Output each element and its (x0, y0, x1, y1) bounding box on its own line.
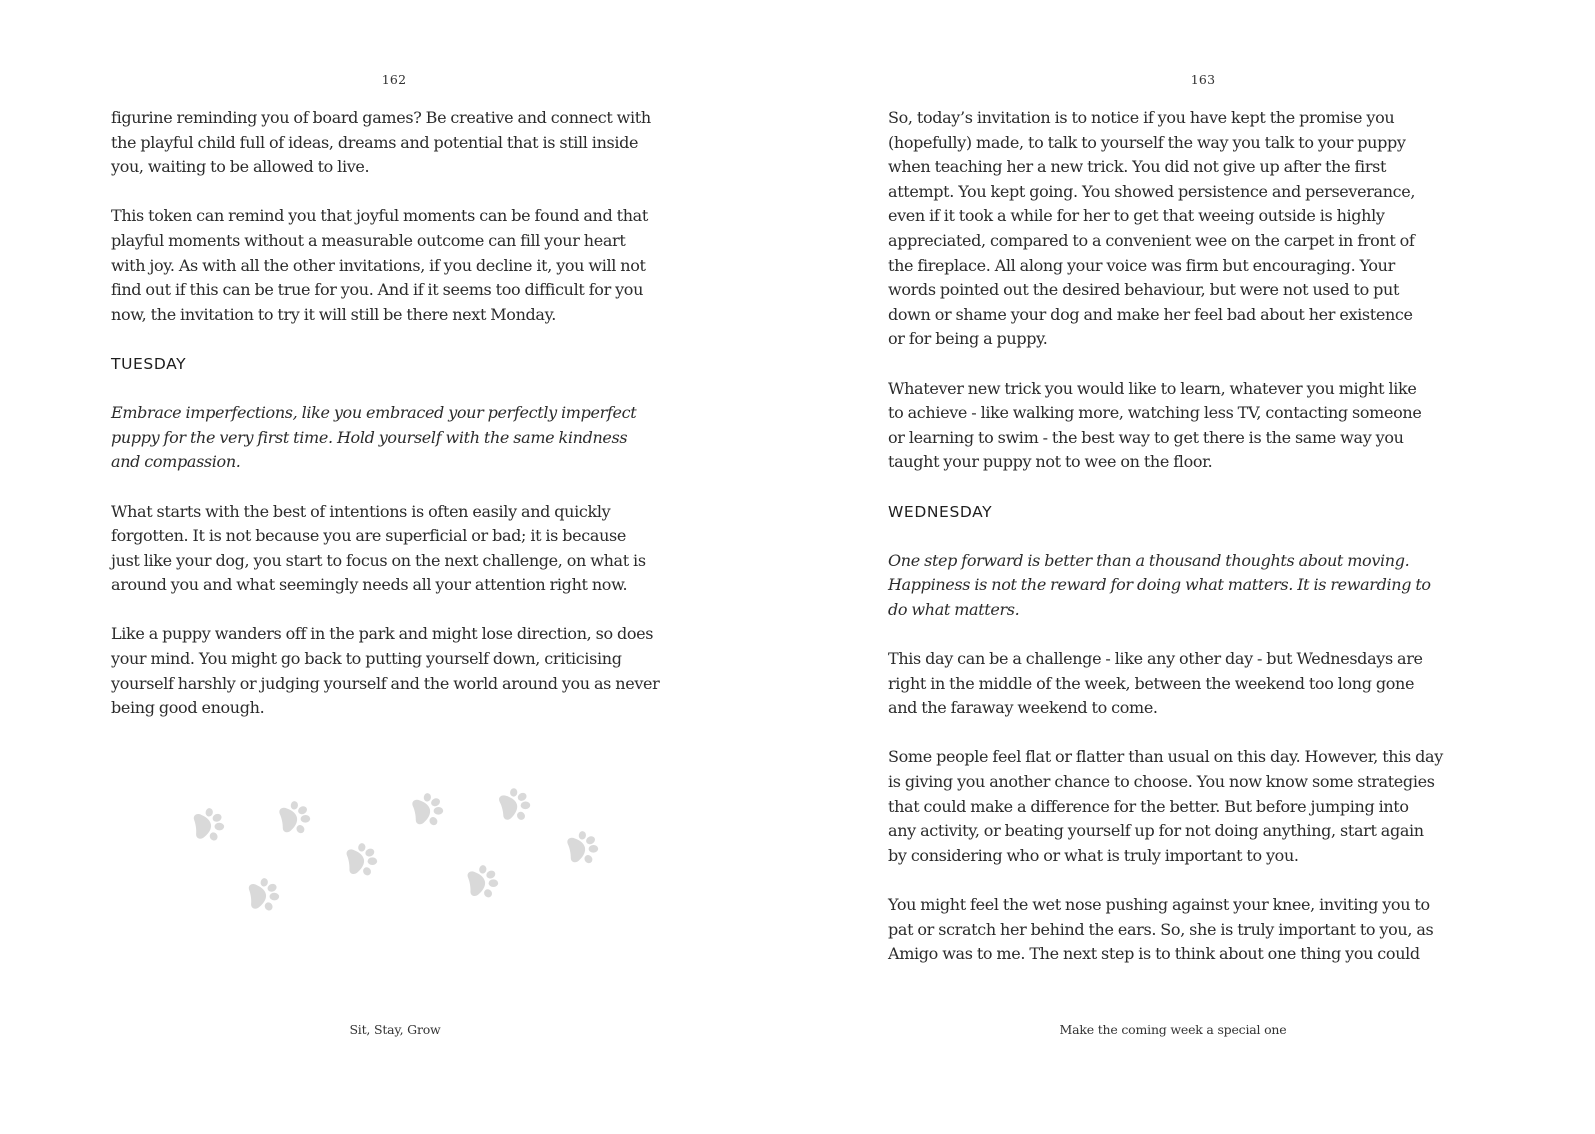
text-line: is giving you another chance to choose. You now know some strategies (888, 772, 1435, 792)
page-number: 162 (381, 72, 407, 87)
paragraph (111, 106, 691, 180)
text-line: or learning to swim - the best way to get there is the same way you (888, 427, 1404, 447)
italic-quote-paragraph (111, 401, 691, 475)
text-line: So, today’s invitation is to notice if you have kept the promise you (888, 108, 1395, 127)
paw-print-icon (405, 787, 450, 832)
text-line: This day can be a challenge - like any other day - but Wednesdays are (888, 649, 1423, 669)
text-line: down or shame your dog and make her feel bad about her existence (888, 304, 1413, 324)
text-line: playful moments without a measurable outcome can fill your heart (111, 230, 626, 250)
page-body (888, 106, 1473, 991)
text-line: any activity, or beating yourself up for not doing anything, start again (888, 821, 1424, 841)
text-line: figurine reminding you of board games? Be creative and connect with (111, 108, 651, 127)
text-line: Embrace imperfections, like you embraced your perfectly imperfect (111, 403, 637, 423)
paragraph (111, 204, 691, 327)
paragraph (888, 647, 1473, 721)
running-footer-book-title: Sit, Stay, Grow (349, 1022, 441, 1037)
left-page (0, 0, 797, 1134)
paragraph (888, 745, 1473, 868)
text-line: when teaching her a new trick. You did not give up after the first (888, 157, 1387, 177)
paragraph (888, 377, 1473, 475)
text-line: This token can remind you that joyful moments can be found and that (111, 206, 648, 226)
text-line: One step forward is better than a thousand thoughts about moving. (888, 550, 1410, 570)
text-line: Some people feel flat or flatter than usual on this day. However, this day (888, 747, 1443, 767)
paw-print-icon (188, 804, 231, 847)
paw-print-icon (243, 874, 286, 917)
text-line: just like your dog, you start to focus on the next challenge, on what is (111, 550, 646, 570)
paragraph (888, 893, 1473, 967)
text-line: taught your puppy not to wee on the floor. (888, 452, 1213, 472)
text-line: Happiness is not the reward for doing what matters. It is rewarding to (888, 575, 1431, 595)
paw-print-icon (272, 795, 317, 840)
text-line: Amigo was to me. The next step is to think about one thing you could (888, 944, 1420, 964)
page-number: 163 (1190, 72, 1216, 87)
text-line: by considering who or what is truly important to you. (888, 845, 1299, 865)
paw-print-icon (560, 825, 605, 870)
text-line: You might feel the wet nose pushing against your knee, inviting you to (888, 895, 1430, 914)
italic-quote-paragraph (888, 549, 1473, 623)
paragraph (111, 622, 691, 720)
right-page (797, 0, 1595, 1134)
day-heading: WEDNESDAY (888, 502, 993, 521)
text-line: What starts with the best of intentions is often easily and quickly (111, 501, 611, 521)
text-line: around you and what seemingly needs all your attention right now. (111, 575, 628, 595)
text-line: appreciated, compared to a convenient wee on the carpet in front of (888, 230, 1415, 250)
text-line: yourself harshly or judging yourself and the world around you as never (111, 673, 660, 693)
text-line: the fireplace. All along your voice was firm but encouraging. Your (888, 255, 1395, 275)
text-line: find out if this can be true for you. And if it seems too difficult for you (111, 280, 644, 300)
text-line: do what matters. (888, 599, 1020, 619)
paw-print-icon (461, 860, 505, 904)
text-line: Whatever new trick you would like to learn, whatever you might like (888, 378, 1417, 398)
text-line: now, the invitation to try it will still be there next Monday. (111, 304, 556, 324)
text-line: with joy. As with all the other invitations, if you decline it, you will not (111, 255, 646, 275)
text-line: and compassion. (111, 452, 241, 472)
text-line: forgotten. It is not because you are superficial or bad; it is because (111, 526, 627, 546)
text-line: even if it took a while for her to get that weeing outside is highly (888, 206, 1385, 226)
paragraph (111, 500, 691, 598)
text-line: the playful child full of ideas, dreams and potential that is still inside (111, 132, 639, 152)
text-line: you, waiting to be allowed to live. (111, 157, 370, 177)
text-line: and the faraway weekend to come. (888, 698, 1158, 718)
text-line: Like a puppy wanders off in the park and might lose direction, so does (111, 624, 654, 644)
text-line: your mind. You might go back to putting yourself down, criticising (111, 649, 622, 669)
text-line: to achieve - like walking more, watching less TV, contacting someone (888, 403, 1422, 423)
running-footer-chapter-title: Make the coming week a special one (1059, 1022, 1287, 1037)
text-line: puppy for the very first time. Hold yourself with the same kindness (111, 427, 628, 447)
text-line: that could make a difference for the better. But before jumping into (888, 796, 1409, 816)
paw-print-icon (340, 838, 384, 882)
day-heading: TUESDAY (111, 354, 187, 373)
text-line: being good enough. (111, 698, 265, 718)
text-line: pat or scratch her behind the ears. So, she is truly important to you, as (888, 919, 1434, 939)
page-body (111, 106, 691, 745)
text-line: (hopefully) made, to talk to yourself the way you talk to your puppy (888, 132, 1406, 152)
paw-print-icon (492, 782, 539, 829)
text-line: right in the middle of the week, between the weekend too long gone (888, 673, 1415, 693)
paragraph (888, 106, 1473, 352)
text-line: attempt. You kept going. You showed persistence and perseverance, (888, 181, 1416, 201)
text-line: or for being a puppy. (888, 329, 1048, 349)
text-line: words pointed out the desired behaviour, but were not used to put (888, 280, 1400, 300)
